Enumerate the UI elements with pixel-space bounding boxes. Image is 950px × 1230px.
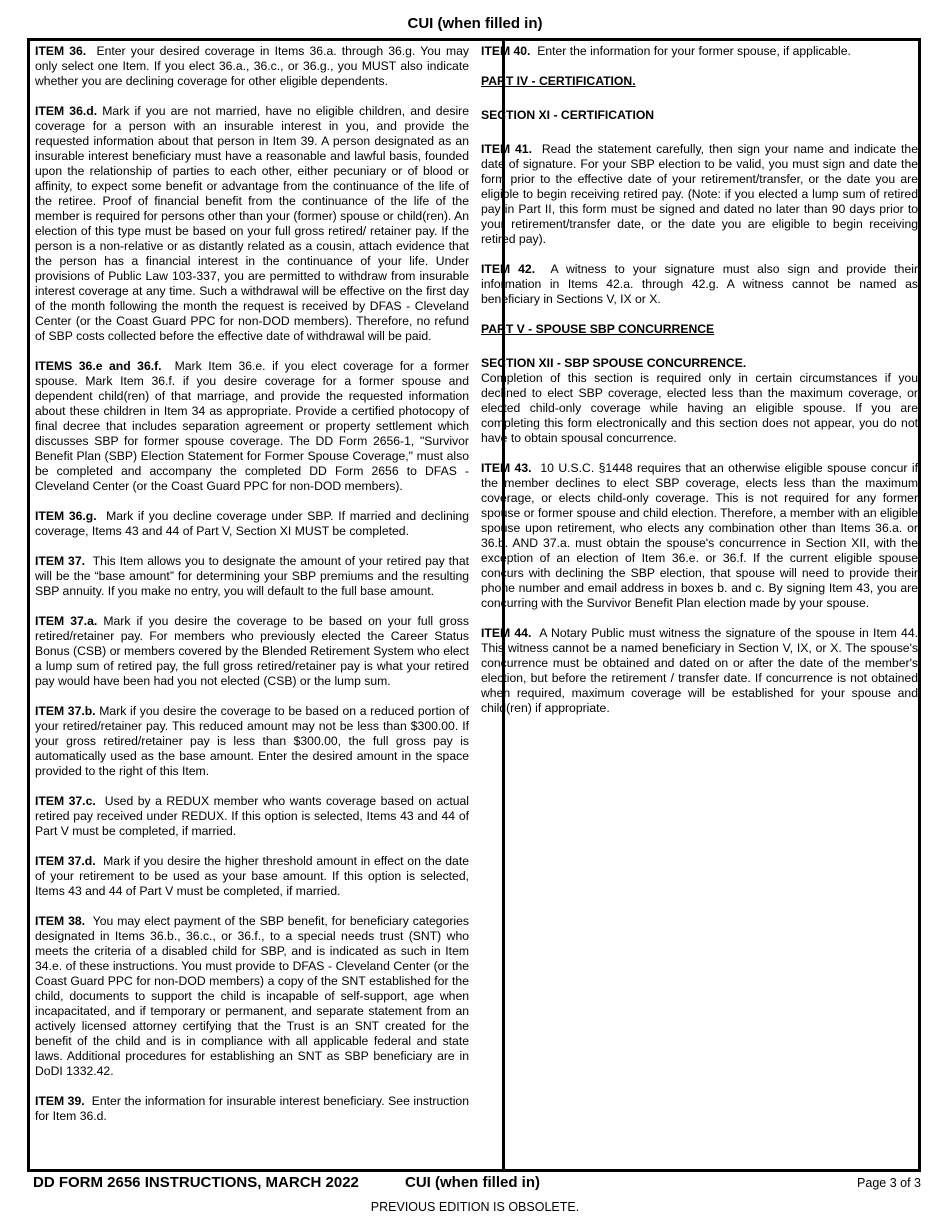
footer: [33, 1174, 921, 1196]
item-40: ITEM 40. Enter the information for your former spouse, if applicable.: [481, 44, 851, 58]
item-38: ITEM 38. You may elect payment of the SBP benefit, for beneficiary categories designated in Items 36.b., 36.c., or 36.f., to a special needs trust (SNT) who meets the criteria of a disabled child for SBP, and is indicated as such in Item 34.e. of these instructions. You must provide to DFAS - Cleveland Center (or the Coast Guard PPC for non-DOD members) a copy of the SNT established for the child, documents to support the child is incapable of self-support, age when incapacitated, and if temporary or permanent, and separate statement from an actively licensed attorney certifying that the Trust is an SNT created for the benefit of the child and is in compliance with all applicable federal and state laws. Additional procedures for establishing an SNT as SBP beneficiary are in DoDI 1332.42.: [35, 914, 469, 1078]
item-36: ITEM 36. Enter your desired coverage in Items 36.a. through 36.g. You may only select one Item. If you elect 36.a., 36.c., or 36.g., you MUST also indicate whether you are declining coverage for other eligible dependents.: [35, 44, 469, 88]
item-37c: ITEM 37.c. Used by a REDUX member who wants coverage based on actual retired pay received under REDUX. If this option is selected, Items 43 and 44 of Part V must be completed, if married.: [35, 794, 469, 838]
part-4-heading: PART IV - CERTIFICATION.: [481, 74, 636, 88]
section-12-text: Completion of this section is required only in certain circumstances if you declined to elect SBP coverage, elected less than the maximum coverage, or elected child-only coverage while having an eligible spouse. If you are completing this form electronically and this section does not appear, you do not have to obtain spousal concurrence.: [481, 371, 918, 445]
obsolete-notice: PREVIOUS EDITION IS OBSOLETE.: [370, 1200, 580, 1214]
items-36e-36f: ITEMS 36.e and 36.f. Mark Item 36.e. if you elect coverage for a former spouse. Mark Item 36.f. if you desire coverage for a former spouse and dependent child(ren) of that marriage, and provide the requested information about these children in Item 34 as appropriate. Provide a certified photocopy of final decree that includes separation agreement or property settlement which discusses SBP for former spouse coverage. The DD Form 2656-1, "Survivor Benefit Plan (SBP) Election Statement for Former Spouse Coverage," must also be completed and accompany the completed DD Form 2656 to DFAS - Cleveland Center (or the Coast Guard PPC for non-DOD members).: [35, 359, 470, 493]
item-41: ITEM 41. Read the statement carefully, then sign your name and indicate the date of signature. For your SBP election to be valid, you must sign and date the form prior to the effective date of your retirement/transfer, or the date you are eligible to begin receiving retired pay. (Note: if you elected a lump sum of retired pay in Part II, this form must be signed and dated no later than 90 days prior to your retirement/transfer date, or the date you are eligible to begin receiving retired pay).: [481, 142, 918, 246]
item-37d: ITEM 37.d. Mark if you desire the higher threshold amount in effect on the date of your retirement to be used as your base amount. If this option is selected, Items 43 and 44 of Part V must be completed, if married.: [35, 854, 469, 898]
form-identifier: DD FORM 2656 INSTRUCTIONS, MARCH 2022: [33, 1174, 359, 1191]
item-39: ITEM 39. Enter the information for insurable interest beneficiary. See instruction for Item 36.d.: [35, 1094, 469, 1123]
item-43: ITEM 43. 10 U.S.C. §1448 requires that an otherwise eligible spouse concur if the member declines to elect SBP coverage, elects less than the maximum coverage, or elects child-only coverage. This is not required for any former spouse or former spouse and child election. Therefore, a member with an eligible spouse upon retirement, who elects any combination other than Items 36.a. or 36.b. AND 37.a. must obtain the spouse's concurrence in Section XII, with the exception of an election of Item 36.e. or 36.f. If the current eligible spouse concurs with declining the SBP election, that spouse will need to provide their phone number and email address in boxes b. and c. By signing Item 43, you are concurring with the Survivor Benefit Plan election made by your spouse.: [481, 461, 918, 610]
item-36g: ITEM 36.g. Mark if you decline coverage under SBP. If married and declining coverage, Items 43 and 44 of Part V, Section XI MUST be completed.: [35, 509, 469, 538]
item-37: ITEM 37. This Item allows you to designate the amount of your retired pay that will be the “base amount” for determining your SBP premiums and the resulting SBP annuity. If you make no entry, you will default to the full base amount.: [35, 554, 469, 598]
part-5-heading: PART V - SPOUSE SBP CONCURRENCE: [481, 322, 715, 336]
item-36d: ITEM 36.d. Mark if you are not married, have no eligible children, and desire coverage for a person with an insurable interest in you, and provide the requested information about that person in Item 39. A person designated as an insurable interest beneficiary must have a reasonable and lawful basis, founded upon the relationship of parties to each other, either pecuniary or of blood or affinity, to expect some benefit or advantage from the continuance of the life of the retiree. Proof of financial benefit from the continuance of the life of the member is required for persons other than your (former) spouse or child(ren). An election of this type must be based on your full gross retired/ retainer pay. If the person is a non-relative or as distantly related as a cousin, attach evidence that the person has a financial interest in the continuance of your life. Under provisions of Public Law 103-337, you are permitted to withdraw from insurable interest coverage at any time. Such a withdrawal will be effective on the first day of the month following the month the request is received by DFAS - Cleveland Center (or the Coast Guard PPC for non-DOD members). Therefore, no refund of SBP costs collected before the effective date of withdrawal will be paid.: [35, 104, 469, 343]
item-37a: ITEM 37.a. Mark if you desire the coverage to be based on your full gross retired/retainer pay. For members who previously elected the Career Status Bonus (CSB) or members covered by the Blended Retirement System who elect a lump sum of retired pay, the full gross retired/retainer pay is what your retired pay would have been had you not elected (CSB) or the lump sum.: [35, 614, 469, 688]
page-number: Page 3 of 3: [857, 1176, 921, 1190]
section-12-heading: SECTION XII - SBP SPOUSE CONCURRENCE.: [481, 356, 747, 370]
cui-header: CUI (when filled in): [407, 15, 543, 32]
cui-footer: CUI (when filled in): [405, 1174, 540, 1191]
section-11-heading: SECTION XI - CERTIFICATION: [481, 108, 655, 122]
item-42: ITEM 42. A witness to your signature must also sign and provide their information in Items 42.a. through 42.g. A witness cannot be named as beneficiary in Sections V, IX or X.: [481, 262, 918, 306]
right-column: [481, 44, 918, 731]
item-44: ITEM 44. A Notary Public must witness the signature of the spouse in Item 44. This witness cannot be a named beneficiary in Section V, IX, or X. The spouse's concurrence must be obtained and dated on or after the date of the member's election, but before the retirement / transfer date. If concurrence is not obtained when required, maximum coverage will be established for your spouse and child(ren) if appropriate.: [481, 626, 918, 715]
left-column: [35, 44, 469, 1124]
item-37b: ITEM 37.b. Mark if you desire the coverage to be based on a reduced portion of your retired/retainer pay. This reduced amount may not be less than $300.00. If your gross retired/retainer pay is less than $300.00, the full gross pay is automatically used as the base amount. Enter the desired amount in the space provided to the right of this Item.: [35, 704, 469, 778]
instructions-frame: [27, 38, 921, 1172]
